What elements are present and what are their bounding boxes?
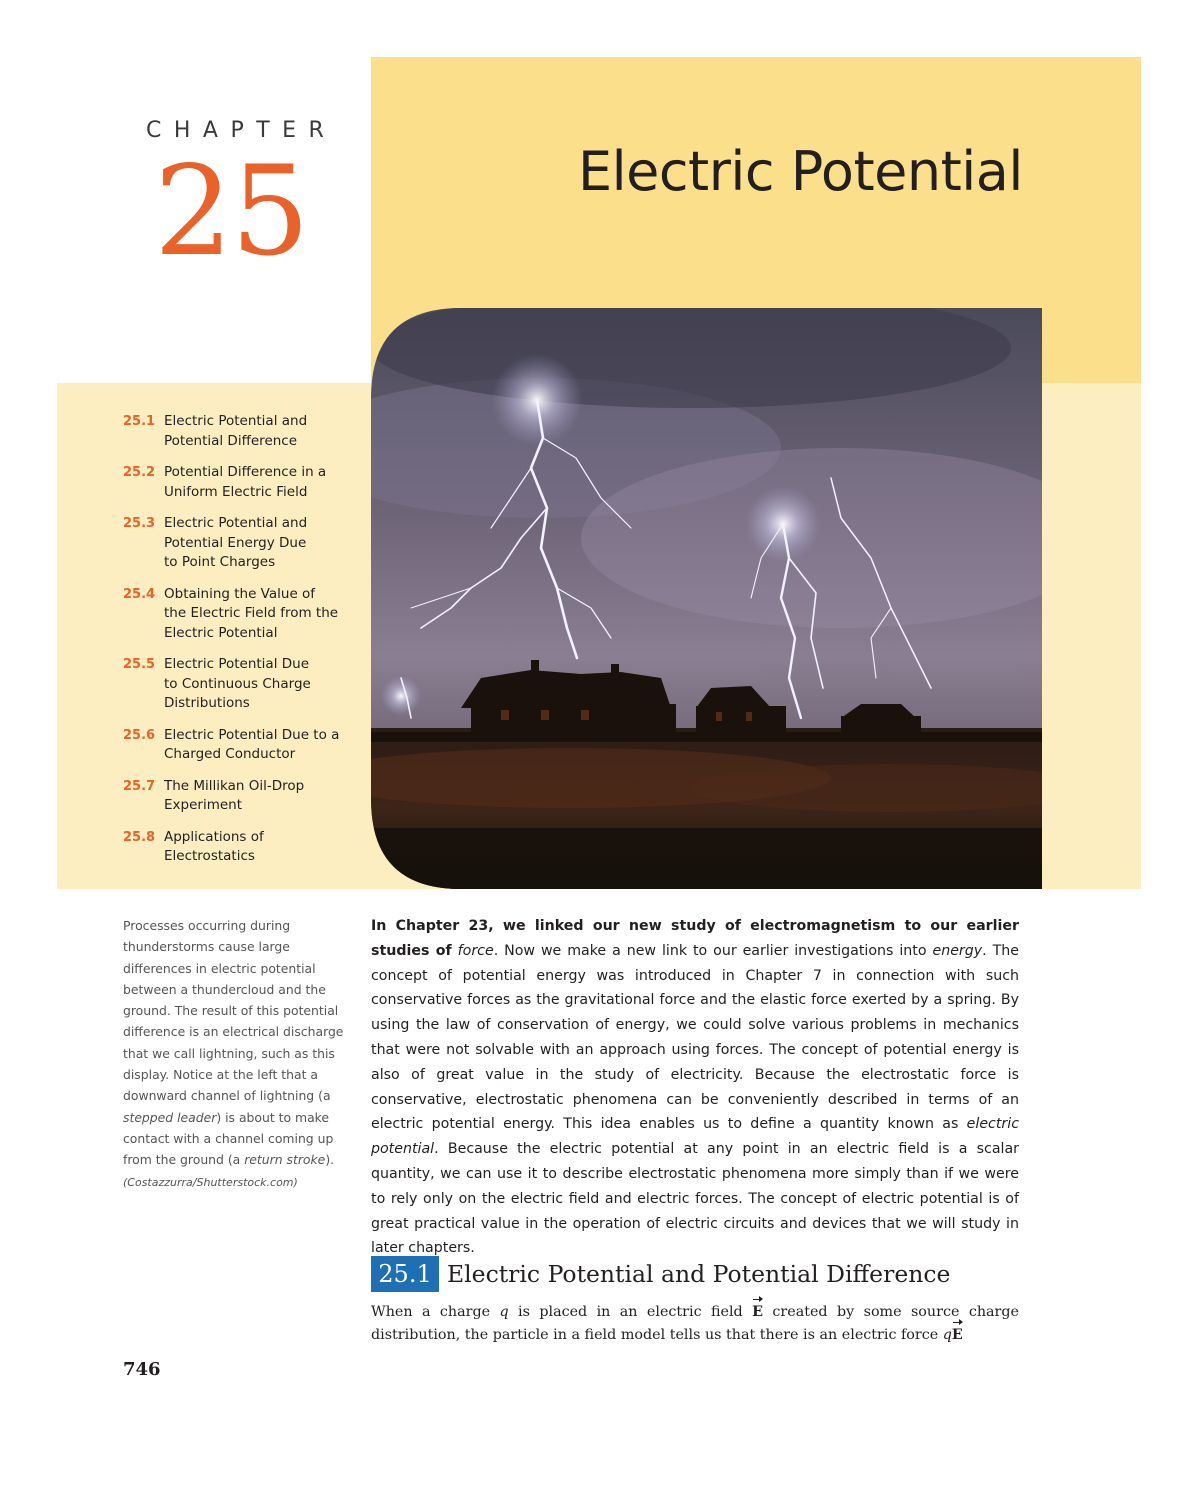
section-number-badge: 25.1 bbox=[371, 1256, 439, 1292]
lightning-photo bbox=[371, 308, 1042, 889]
intro-term-force: force bbox=[457, 942, 494, 959]
toc-label: Electric Potential and Potential Difference bbox=[164, 413, 308, 449]
chapter-contents bbox=[123, 412, 353, 879]
intro-text: . The concept of potential energy was introduced in Chapter 7 in connection with such conservative forces as the gravitational force and the elastic force exerted by a spring. By using the law of conservation of energy, we could solve various problems in mechanics that were not solvable with an approach using forces. The concept of potential energy is also of great value in the study of electricity. Because the electrostatic force is conservative, electrostatic phenomena can be conveniently described in terms of an electric potential energy. This idea enables us to define a quantity known as bbox=[371, 942, 1019, 1133]
section-text: is placed in an electric field bbox=[508, 1304, 753, 1320]
toc-item bbox=[123, 412, 353, 451]
toc-label: Electric Potential Due to a Charged Conductor bbox=[164, 726, 340, 762]
toc-item bbox=[123, 777, 353, 816]
section-text: When a charge bbox=[371, 1304, 500, 1320]
intro-text: . Now we make a new link to our earlier investigations into bbox=[493, 942, 933, 959]
symbol-q: q bbox=[499, 1304, 509, 1320]
toc-label: The Millikan Oil-Drop Experiment bbox=[164, 777, 305, 813]
photo-caption bbox=[123, 915, 348, 1193]
vector-E: E bbox=[752, 1301, 763, 1324]
caption-text: Processes occurring during thunderstorms cause large differences in electric potential between a thundercloud and the ground. The result of this potential difference is an electrical discharge that we call lightning, such as this display. Notice at the left that a downward channel of lightning (a bbox=[123, 918, 344, 1104]
toc-number: 25.6 bbox=[123, 727, 156, 743]
toc-label: Potential Difference in a Uniform Electric Field bbox=[164, 464, 327, 500]
caption-text: ). bbox=[325, 1152, 335, 1168]
photo-credit: (Costazzurra/Shutterstock.com) bbox=[123, 1175, 298, 1189]
toc-item bbox=[123, 828, 353, 867]
toc-item bbox=[123, 463, 353, 502]
section-body bbox=[371, 1301, 1019, 1347]
section-text: created by some source charge distribution, the particle in a field model tells us that there is an electric force bbox=[371, 1304, 1019, 1343]
lightning-photo-image bbox=[371, 308, 1042, 889]
toc-number: 25.3 bbox=[123, 516, 156, 531]
intro-term-potential: electric potential bbox=[371, 1116, 1019, 1158]
toc-label: Electric Potential and Potential Energy Due to Point Charges bbox=[164, 515, 308, 570]
toc-item bbox=[123, 585, 353, 644]
caption-text: ) is about to make contact with a channel coming up from the ground (a bbox=[123, 1109, 334, 1168]
chapter-number: 25 bbox=[154, 140, 308, 284]
toc-number: 25.1 bbox=[123, 414, 156, 429]
intro-text: . Because the electric potential at any point in an electric field is a scalar quantity, we can use it to describe electrostatic phenomena more simply than if we were to rely only on the electric field and electric forces. The concept of electric potential is of great practical value in the operation of electric circuits and devices that we will study in later chapters. bbox=[371, 1141, 1019, 1257]
vector-E: E bbox=[952, 1324, 963, 1347]
symbol-q: q bbox=[942, 1327, 952, 1343]
toc-number: 25.7 bbox=[123, 778, 156, 794]
page-number: 746 bbox=[123, 1359, 161, 1380]
chapter-intro bbox=[371, 914, 1019, 1261]
chapter-title: Electric Potential bbox=[578, 140, 1023, 203]
toc-number: 25.4 bbox=[123, 586, 156, 602]
toc-label: Applications of Electrostatics bbox=[164, 828, 264, 864]
intro-term-energy: energy bbox=[932, 942, 983, 959]
toc-item bbox=[123, 514, 353, 573]
toc-item bbox=[123, 726, 353, 765]
toc-number: 25.2 bbox=[123, 465, 156, 480]
toc-number: 25.8 bbox=[123, 829, 156, 845]
caption-term: return stroke bbox=[244, 1152, 326, 1168]
toc-label: Electric Potential Due to Continuous Charge Distributions bbox=[164, 656, 311, 711]
intro-lead: In Chapter 23, we linked our new study of electromagnetism to our earlier studies of bbox=[371, 918, 1019, 959]
toc-label: Obtaining the Value of the Electric Field from the Electric Potential bbox=[164, 585, 339, 641]
toc-item bbox=[123, 655, 353, 714]
section-title: Electric Potential and Potential Difference bbox=[447, 1260, 951, 1288]
caption-term: stepped leader bbox=[123, 1109, 217, 1125]
chapter-label: CHAPTER bbox=[146, 118, 337, 143]
toc-number: 25.5 bbox=[123, 657, 156, 672]
